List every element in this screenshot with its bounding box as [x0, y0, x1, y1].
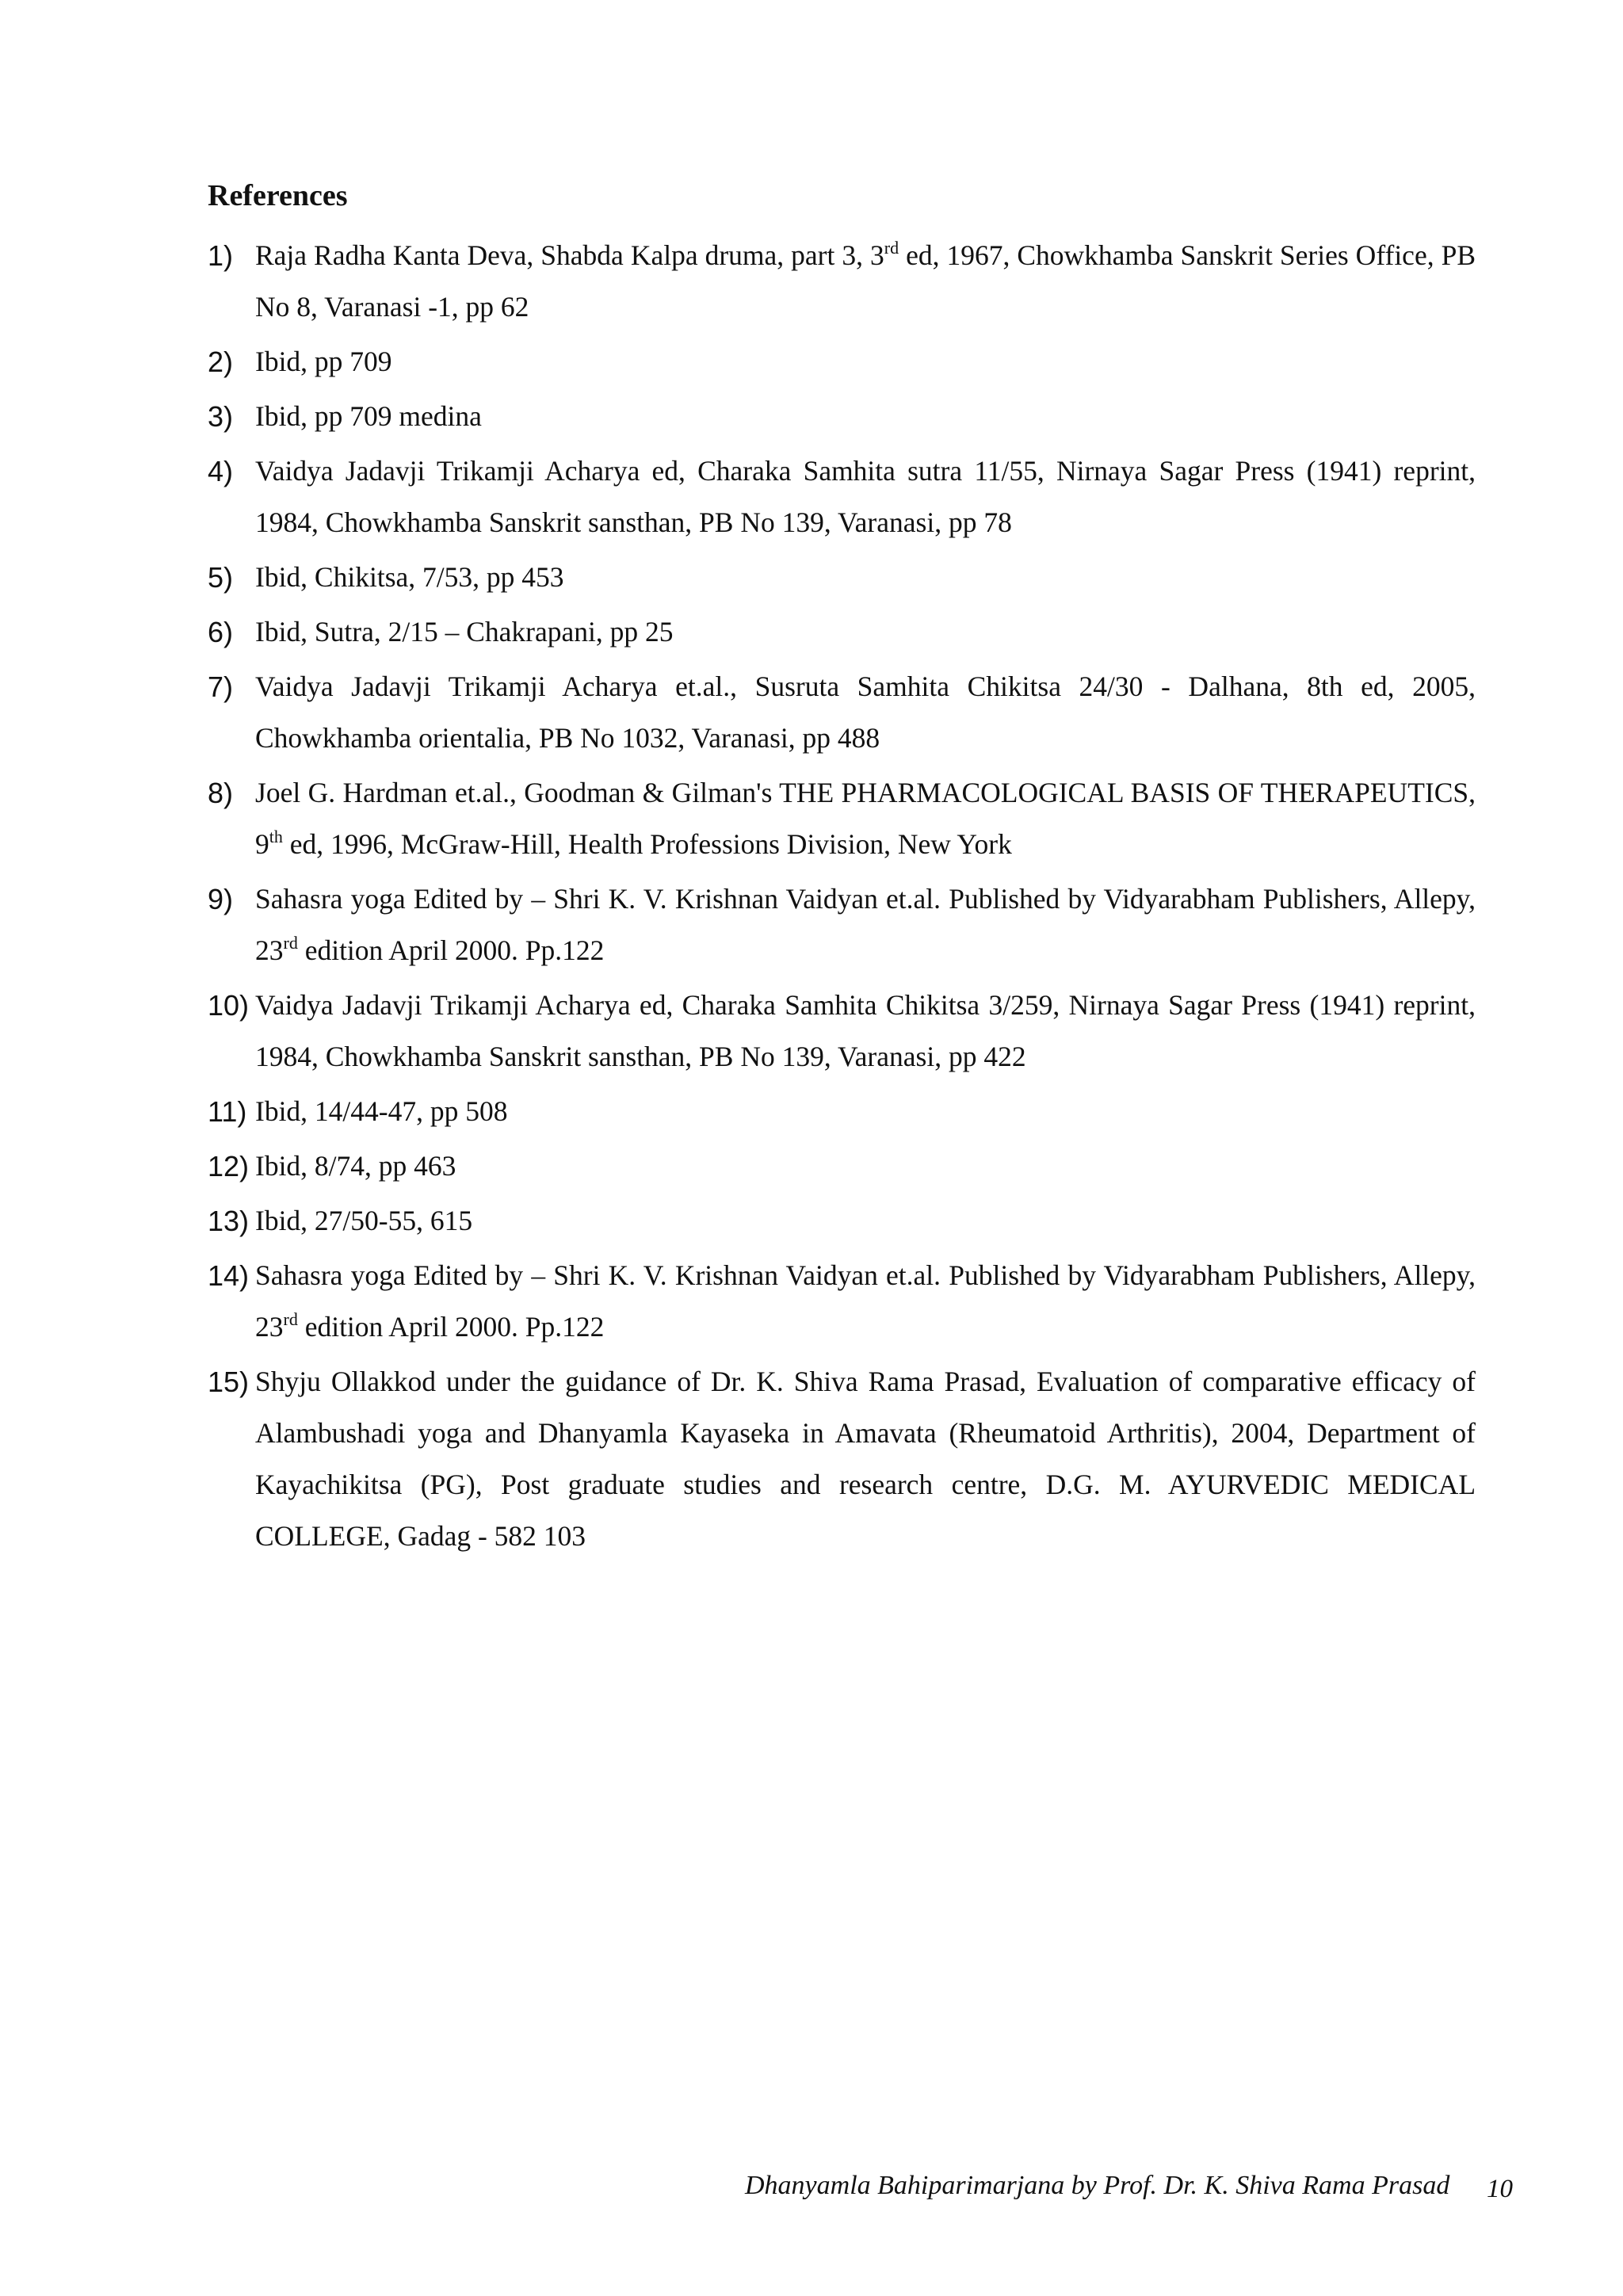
reference-text-segment: Ibid, 27/50-55, 615 — [255, 1205, 473, 1236]
reference-text-segment: Ibid, pp 709 — [255, 346, 392, 377]
reference-text — [255, 883, 1476, 966]
reference-text — [255, 989, 1476, 1072]
reference-text-segment: edition April 2000. Pp.122 — [297, 1311, 605, 1343]
ordinal-superscript: rd — [884, 238, 899, 258]
reference-text-segment: Shyju Ollakkod under the guidance of Dr. K. Shiva Rama Prasad, Evaluation of comparative efficacy of Alambushadi yoga and Dhanyamla Kayaseka in Amavata (Rheumatoid Arthritis), 2004, Department of Kayachikitsa (PG), Post graduate studies and research centre, D.G. M. AYURVEDIC MEDICAL COLLEGE, Gadag - 582 103 — [255, 1366, 1476, 1552]
reference-number: 15) — [208, 1366, 250, 1398]
reference-text-segment: edition April 2000. Pp.122 — [297, 934, 605, 966]
reference-number: 5) — [208, 561, 234, 594]
reference-number: 3) — [208, 400, 234, 433]
reference-number: 10) — [208, 989, 250, 1022]
reference-item — [208, 767, 1476, 870]
ordinal-superscript: rd — [283, 1309, 298, 1329]
reference-text — [255, 1259, 1476, 1343]
reference-text-segment: Ibid, pp 709 medina — [255, 400, 482, 432]
reference-number: 9) — [208, 883, 234, 915]
reference-text-segment: Vaidya Jadavji Trikamji Acharya ed, Charaka Samhita Chikitsa 3/259, Nirnaya Sagar Press (1941) reprint, 1984, Chowkhamba Sanskrit sansthan, PB No 139, Varanasi, pp 422 — [255, 989, 1476, 1072]
reference-item — [208, 606, 1476, 658]
reference-text-segment: Ibid, 8/74, pp 463 — [255, 1150, 456, 1182]
page-number: 10 — [1487, 2175, 1513, 2203]
reference-text-segment: ed, 1967, Chowkhamba Sanskrit Series Office, PB No 8, Varanasi -1, pp 62 — [255, 239, 1476, 323]
reference-text — [255, 455, 1476, 538]
reference-text — [255, 616, 674, 648]
reference-text — [255, 1366, 1476, 1552]
reference-text — [255, 400, 482, 432]
reference-text — [255, 1095, 508, 1127]
reference-item — [208, 1356, 1476, 1562]
reference-number: 6) — [208, 616, 234, 648]
reference-text-segment: Ibid, Sutra, 2/15 – Chakrapani, pp 25 — [255, 616, 674, 648]
reference-item — [208, 1140, 1476, 1192]
reference-text-segment: Vaidya Jadavji Trikamji Acharya et.al., Susruta Samhita Chikitsa 24/30 - Dalhana, 8th ed, 2005, Chowkhamba orientalia, PB No 1032, Varanasi, pp 488 — [255, 670, 1476, 754]
reference-number: 14) — [208, 1259, 250, 1292]
reference-item — [208, 230, 1476, 333]
ordinal-superscript: th — [269, 827, 283, 846]
reference-text — [255, 777, 1476, 860]
reference-item — [208, 980, 1476, 1083]
reference-number: 8) — [208, 777, 234, 809]
reference-item — [208, 873, 1476, 976]
reference-item — [208, 445, 1476, 548]
reference-number: 12) — [208, 1150, 250, 1182]
reference-text-segment: Sahasra yoga Edited by – Shri K. V. Krishnan Vaidyan et.al. Published by Vidyarabham Publishers, Allepy, 23 — [255, 1259, 1476, 1343]
reference-number: 2) — [208, 346, 234, 378]
reference-text-segment: Ibid, Chikitsa, 7/53, pp 453 — [255, 561, 564, 593]
page-footer: Dhanyamla Bahiparimarjana by Prof. Dr. K. Shiva Rama Prasad — [745, 2171, 1450, 2200]
reference-text — [255, 561, 564, 593]
reference-text-segment: Sahasra yoga Edited by – Shri K. V. Krishnan Vaidyan et.al. Published by Vidyarabham Publishers, Allepy, 23 — [255, 883, 1476, 966]
reference-number: 7) — [208, 670, 234, 703]
reference-text — [255, 670, 1476, 754]
reference-number: 11) — [208, 1095, 247, 1128]
reference-text-segment: ed, 1996, McGraw-Hill, Health Professions Division, New York — [282, 828, 1012, 860]
reference-text — [255, 1150, 456, 1182]
reference-item — [208, 1250, 1476, 1353]
reference-item — [208, 552, 1476, 603]
reference-number: 4) — [208, 455, 234, 487]
reference-text — [255, 239, 1476, 323]
reference-item — [208, 1086, 1476, 1137]
reference-number: 1) — [208, 239, 234, 272]
reference-list — [208, 230, 1476, 1565]
reference-item — [208, 391, 1476, 442]
reference-item — [208, 1195, 1476, 1247]
reference-text-segment: Raja Radha Kanta Deva, Shabda Kalpa druma, part 3, 3 — [255, 239, 884, 271]
reference-number: 13) — [208, 1205, 250, 1237]
reference-text-segment: Vaidya Jadavji Trikamji Acharya ed, Charaka Samhita sutra 11/55, Nirnaya Sagar Press (1941) reprint, 1984, Chowkhamba Sanskrit sansthan, PB No 139, Varanasi, pp 78 — [255, 455, 1476, 538]
reference-item — [208, 661, 1476, 764]
ordinal-superscript: rd — [283, 933, 298, 953]
reference-item — [208, 336, 1476, 388]
reference-text-segment: Joel G. Hardman et.al., Goodman & Gilman's THE PHARMACOLOGICAL BASIS OF THERAPEUTICS, 9 — [255, 777, 1476, 860]
reference-text — [255, 1205, 472, 1236]
reference-text — [255, 346, 392, 377]
reference-text-segment: Ibid, 14/44-47, pp 508 — [255, 1095, 508, 1127]
references-heading: References — [208, 179, 348, 212]
